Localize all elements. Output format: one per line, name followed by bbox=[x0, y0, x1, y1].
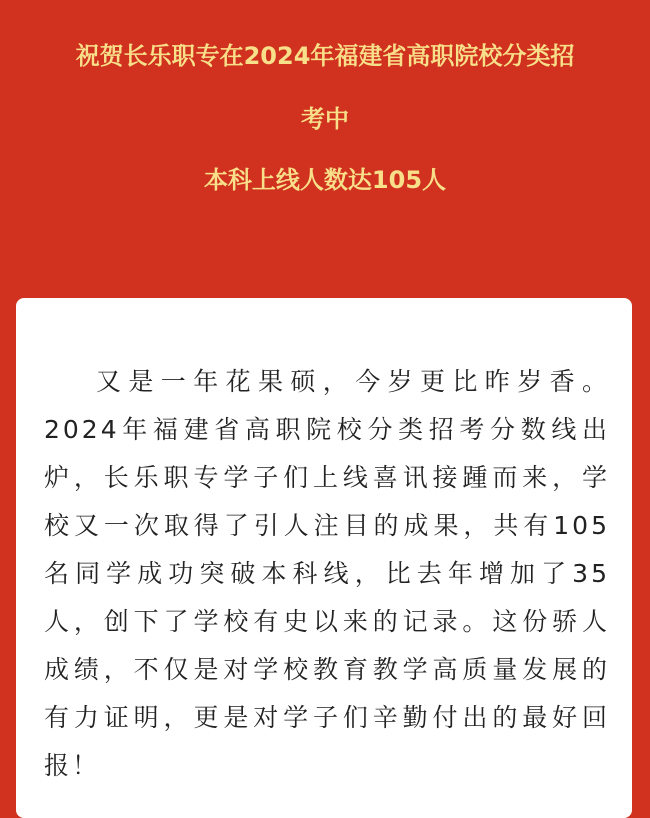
title-line-3: 本科上线人数达105人 bbox=[203, 166, 447, 194]
article-body bbox=[44, 358, 610, 790]
article-line: 名同学成功突破本科线，比去年增加了35 bbox=[44, 559, 610, 588]
article-line: 有力证明，更是对学子们辛勤付出的最好回 bbox=[44, 703, 610, 732]
title-line-2: 考中 bbox=[301, 105, 349, 133]
article-line: 校又一次取得了引人注目的成果，共有105 bbox=[44, 511, 610, 540]
article-line: 炉，长乐职专学子们上线喜讯接踵而来，学 bbox=[44, 463, 610, 492]
article-line: 又是一年花果硕，今岁更比昨岁香。 bbox=[96, 367, 610, 396]
title-line-1: 祝贺长乐职专在2024年福建省高职院校分类招 bbox=[75, 42, 575, 70]
article-line: 成绩，不仅是对学校教育教学高质量发展的 bbox=[44, 655, 610, 684]
article-line: 报！ bbox=[44, 751, 101, 780]
article-line: 2024年福建省高职院校分类招考分数线出 bbox=[44, 415, 610, 444]
article-line: 人，创下了学校有史以来的记录。这份骄人 bbox=[44, 607, 610, 636]
